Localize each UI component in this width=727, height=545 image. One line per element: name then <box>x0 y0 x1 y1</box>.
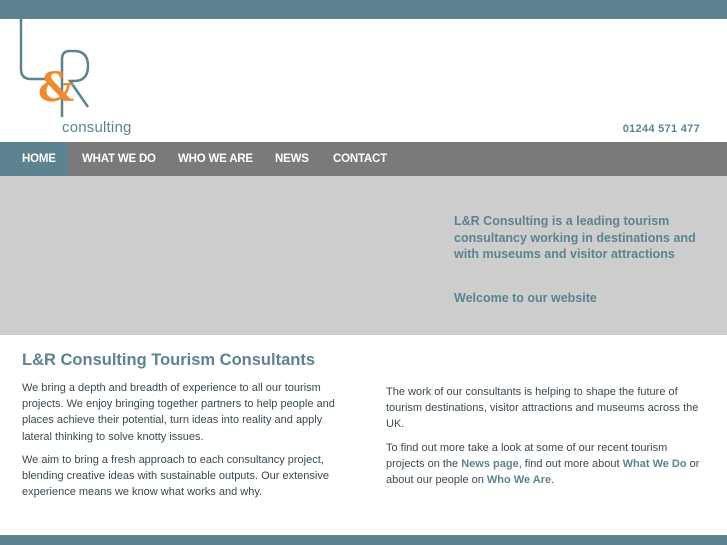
intro-column-right <box>386 384 708 495</box>
intro-column-left <box>22 380 352 507</box>
banner-tagline: L&R Consulting is a leading tourism consultancy working in destinations and with museums and visitor attractions <box>454 214 696 261</box>
intro-paragraph-2: We aim to bring a fresh approach to each consultancy project, blending creative ideas with sustainable outputs. Our extensive experience means we know what works and why. <box>22 453 329 499</box>
text-part: or about our people on <box>386 457 700 487</box>
text-part: , find out more about <box>518 457 623 470</box>
svg-text:&: & <box>38 64 75 111</box>
nav-home[interactable]: HOME <box>0 142 68 176</box>
nav-news[interactable]: NEWS <box>275 153 309 165</box>
site-logo[interactable] <box>16 19 136 141</box>
find-out-paragraph <box>386 440 708 489</box>
hero-banner <box>0 176 727 335</box>
main-navigation <box>0 142 727 176</box>
work-paragraph: The work of our consultants is helping to shape the future of tourism destinations, visitor attractions and museums across the UK. <box>386 386 699 431</box>
bottom-bar <box>0 535 727 545</box>
phone-number: 01244 571 477 <box>622 123 700 135</box>
news-page-link[interactable]: News page <box>461 457 519 470</box>
text-part: . <box>551 474 555 487</box>
logo-wordmark: consulting <box>62 119 132 136</box>
page-title: L&R Consulting Tourism Consultants <box>22 351 316 369</box>
who-we-are-link[interactable]: Who We Are <box>486 474 552 487</box>
text-part: To find out more take a look at some of our recent tourism projects on the <box>386 441 668 470</box>
intro-paragraph-1: We bring a depth and breadth of experience to all our tourism projects. We enjoy bringing together partners to help people and places achieve their potential, turn ideas into reality and apply lateral thinking to solve knotty issues. <box>22 382 335 443</box>
nav-contact[interactable]: CONTACT <box>333 153 387 165</box>
nav-who-we-are[interactable]: WHO WE ARE <box>178 153 253 165</box>
banner-welcome: Welcome to our website <box>454 291 597 305</box>
what-we-do-link[interactable]: What We Do <box>622 457 687 470</box>
top-bar <box>0 0 727 19</box>
logo-mark-icon <box>16 19 136 119</box>
nav-what-we-do[interactable]: WHAT WE DO <box>82 153 156 165</box>
